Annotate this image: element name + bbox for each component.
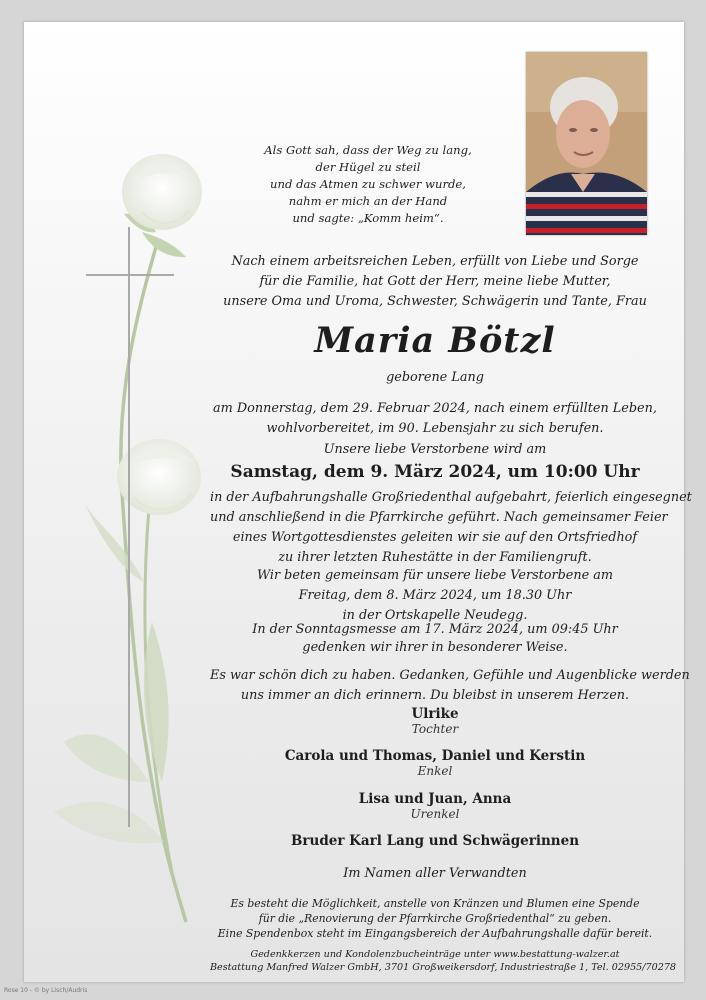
description-line: in der Aufbahrungshalle Großriedenthal aufgebahrt, feierlich eingesegnet (210, 490, 692, 505)
donation-line: Eine Spendenbox steht im Eingangsbereich der Aufbahrungshalle dafür bereit. (217, 927, 653, 940)
description-line: zu ihrer letzten Ruhestätte in der Familiengruft. (278, 550, 592, 565)
donation-line: Es besteht die Möglichkeit, anstelle von Kränzen und Blumen eine Spende (230, 897, 640, 910)
poem-line: und das Atmen zu schwer wurde, (270, 177, 466, 191)
death-notice (210, 399, 660, 439)
poem (258, 142, 478, 227)
relative-entry (210, 706, 660, 736)
announcement: Unsere liebe Verstorbene wird am (323, 442, 547, 457)
prayer-line: Freitag, dem 8. März 2024, um 18.30 Uhr (298, 588, 572, 603)
relative-entry (210, 791, 660, 821)
relative-entry (210, 833, 660, 849)
relative-names: Lisa und Juan, Anna (358, 791, 512, 807)
funeral-date: Samstag, dem 9. März 2024, um 10:00 Uhr (230, 462, 640, 482)
image-credit: Rose 10 - © by Lisch/Audris (4, 987, 88, 994)
portrait-photo (526, 52, 647, 235)
funeral-description (210, 488, 692, 568)
on-behalf: Im Namen aller Verwandten (343, 866, 527, 881)
poem-line: der Hügel zu steil (315, 160, 421, 174)
white-roses-image (24, 22, 224, 982)
description-line: eines Wortgottesdienstes geleiten wir sie auf den Ortsfriedhof (232, 530, 638, 545)
relative-names: Ulrike (411, 706, 459, 722)
poem-line: Als Gott sah, dass der Weg zu lang, (264, 143, 472, 157)
relative-relation: Urenkel (410, 807, 460, 821)
relative-entry (210, 748, 660, 778)
poem-line: nahm er mich an der Hand (288, 194, 448, 208)
death-line: wohlvorbereitet, im 90. Lebensjahr zu sich berufen. (266, 421, 604, 436)
closing-words (210, 666, 690, 706)
intro-text (210, 252, 660, 312)
deceased-name: Maria Bötzl (314, 320, 556, 361)
mass-line: gedenken wir ihrer in besonderer Weise. (302, 640, 568, 655)
donation-line: für die „Renovierung der Pfarrkirche Großriedenthal“ zu geben. (258, 912, 612, 925)
mass-notice (210, 621, 660, 657)
prayer-line: Wir beten gemeinsam für unsere liebe Verstorbene am (256, 568, 614, 583)
funeral-home-line: Bestattung Manfred Walzer GmbH, 3701 Großweikersdorf, Industriestraße 1, Tel. 02955/70278 (210, 962, 677, 973)
death-line: am Donnerstag, dem 29. Februar 2024, nach einem erfüllten Leben, (213, 401, 657, 416)
relative-relation: Enkel (417, 764, 453, 778)
mass-line: In der Sonntagsmesse am 17. März 2024, um 09:45 Uhr (252, 622, 618, 637)
relative-names: Carola und Thomas, Daniel und Kerstin (284, 748, 586, 764)
description-line: und anschließend in die Pfarrkirche geführt. Nach gemeinsamer Feier (210, 510, 668, 525)
intro-line: für die Familie, hat Gott der Herr, meine liebe Mutter, (259, 274, 611, 289)
relative-relation: Tochter (411, 722, 459, 736)
intro-line: Nach einem arbeitsreichen Leben, erfüllt von Liebe und Sorge (231, 254, 639, 269)
donation-notice (210, 896, 660, 941)
funeral-home-line: Gedenkkerzen und Kondolenzbucheinträge unter www.bestattung-walzer.at (250, 949, 620, 960)
poem-line: und sagte: „Komm heim“. (292, 211, 444, 225)
prayer-line: in der Ortskapelle Neudegg. (342, 608, 528, 623)
relative-names: Bruder Karl Lang und Schwägerinnen (290, 833, 580, 849)
maiden-name: geborene Lang (386, 370, 484, 385)
closing-line: uns immer an dich erinnern. Du bleibst in unserem Herzen. (240, 688, 630, 703)
intro-line: unsere Oma und Uroma, Schwester, Schwägerin und Tante, Frau (223, 294, 647, 309)
prayer-notice (210, 566, 660, 626)
closing-line: Es war schön dich zu haben. Gedanken, Gefühle und Augenblicke werden (210, 668, 690, 683)
funeral-home-info (210, 948, 677, 974)
